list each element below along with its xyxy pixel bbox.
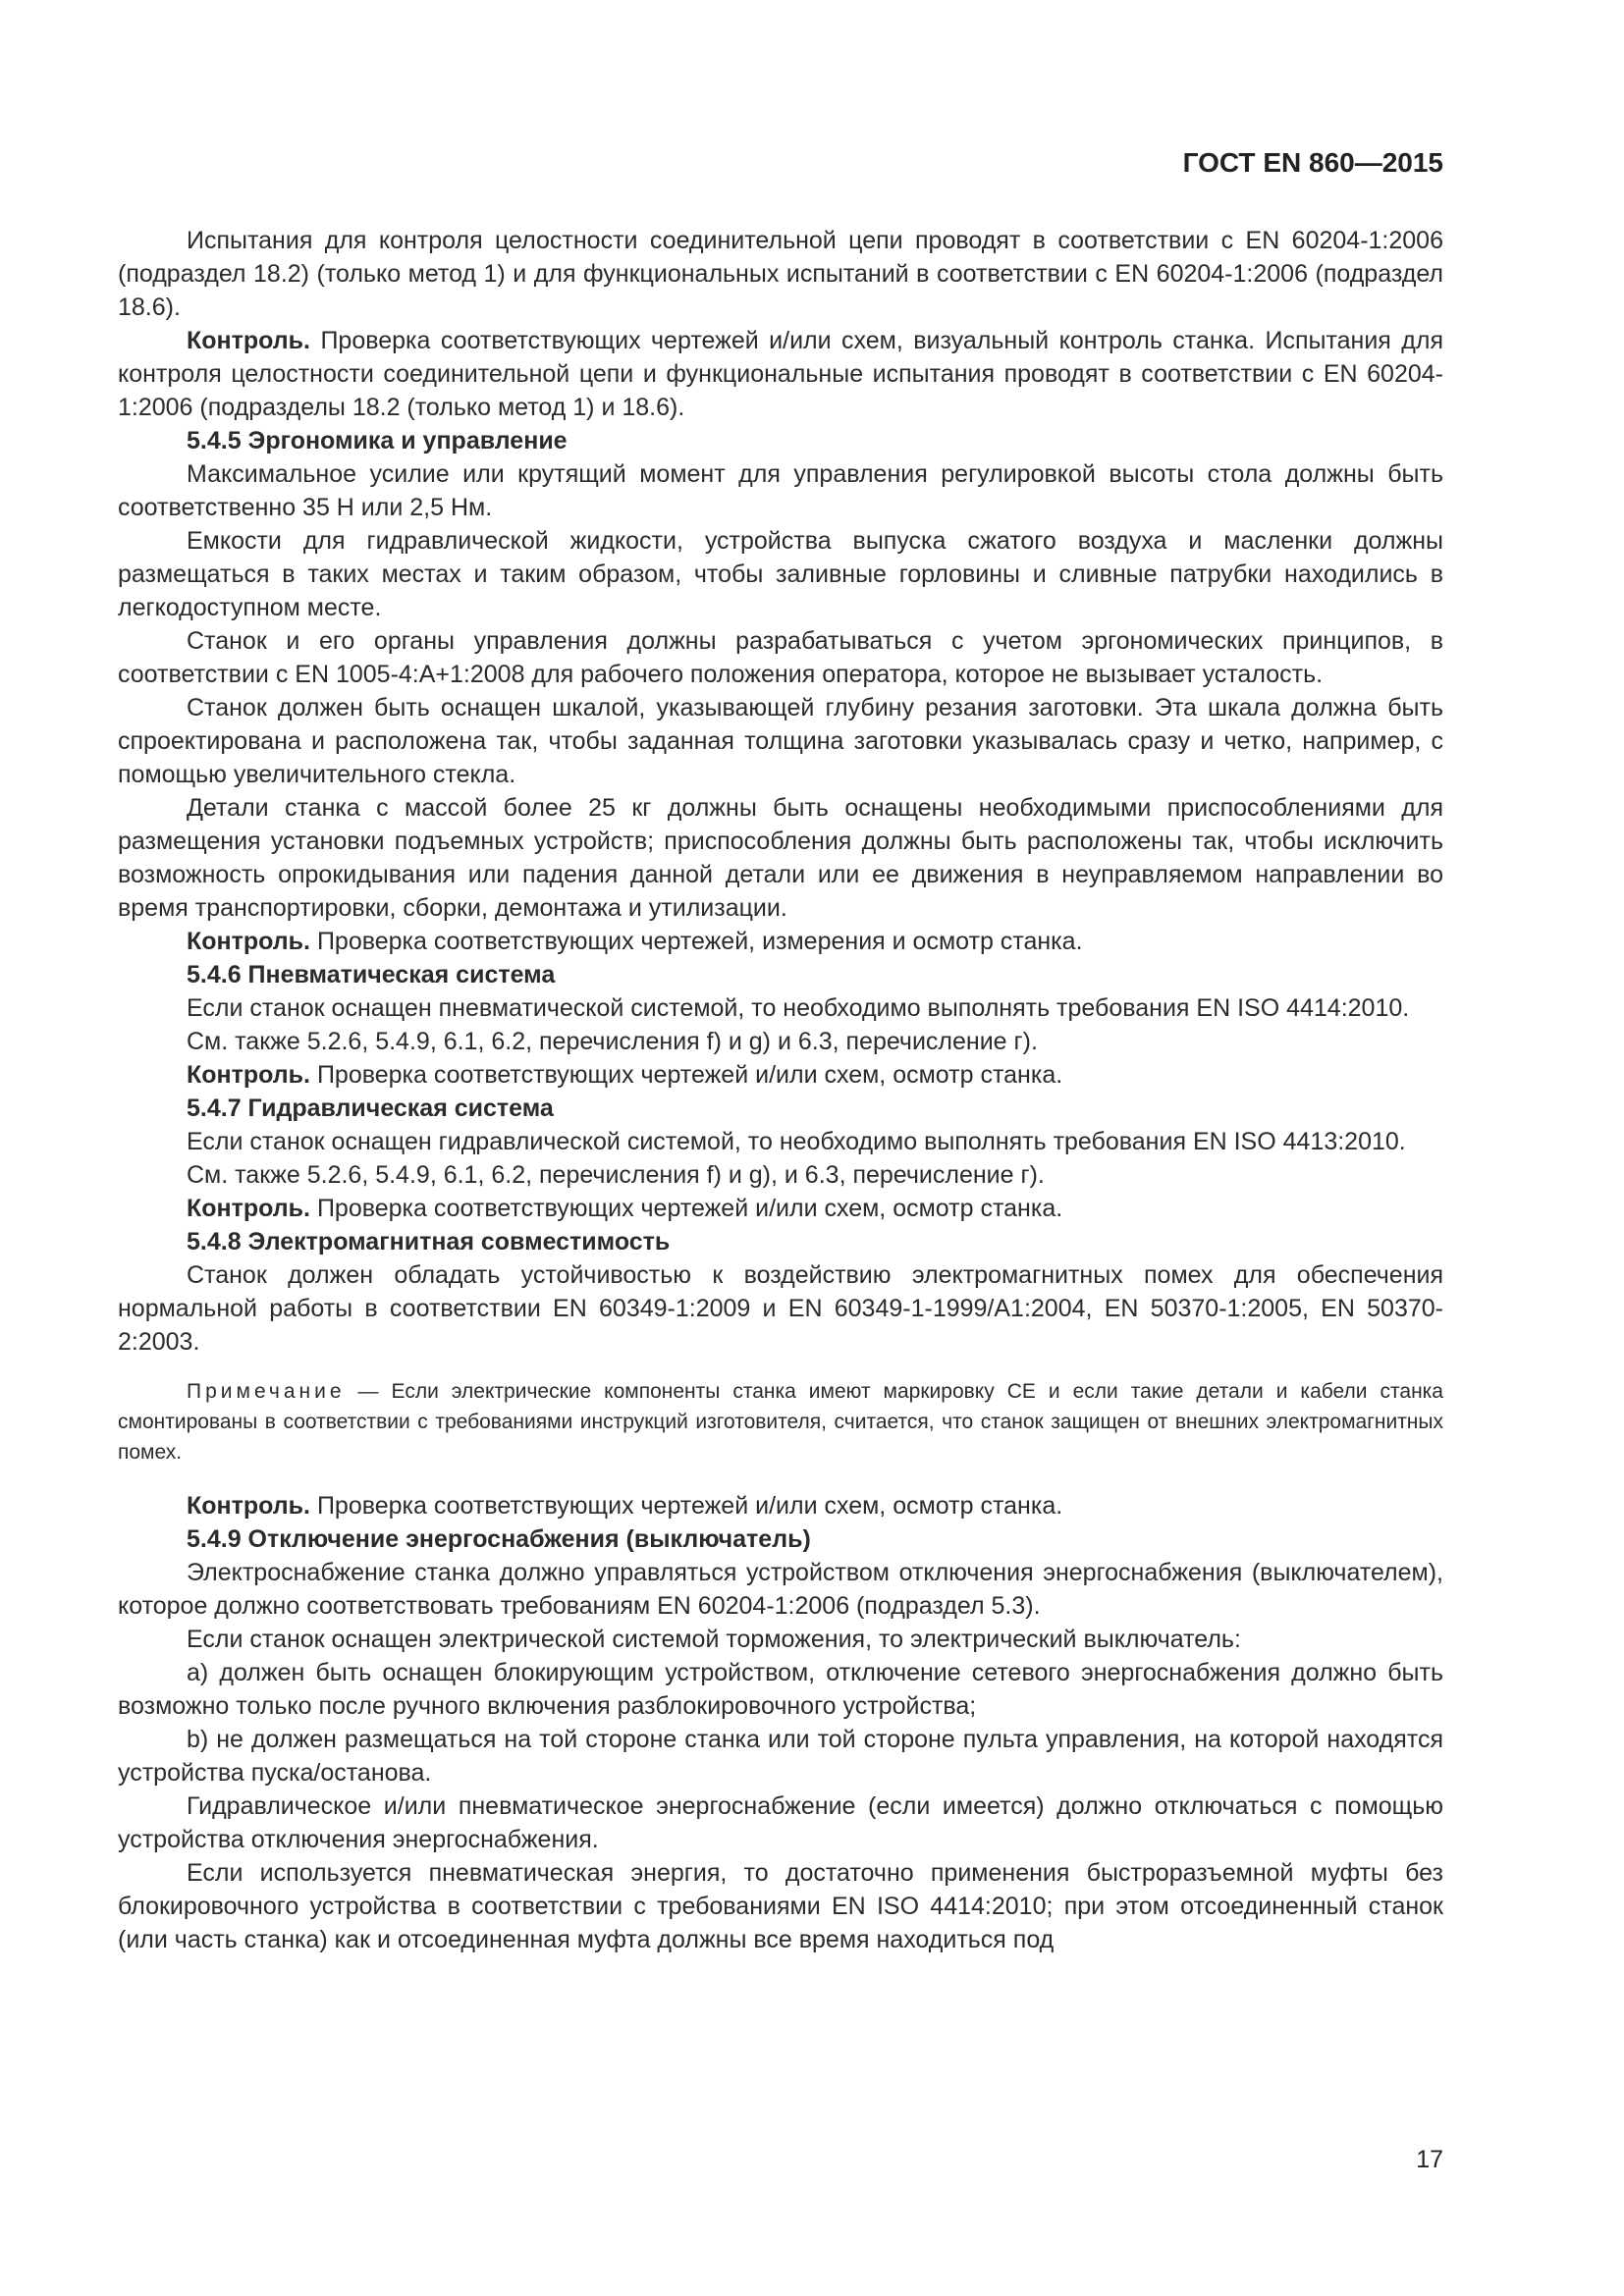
paragraph: Если станок оснащен электрической системой торможения, то электрический выключатель: — [187, 1626, 1241, 1653]
section-heading-5-4-8: 5.4.8 Электромагнитная совместимость — [187, 1228, 671, 1255]
paragraph: Электроснабжение станка должно управляться устройством отключения энергоснабжения (выключателем), которое должно соответствовать требованиям EN 60204-1:2006 (подраздел 5.3). — [118, 1559, 1443, 1620]
paragraph: Детали станка с массой более 25 кг должны быть оснащены необходимыми приспособлениями для размещения установки подъемных устройств; приспособления должны быть расположены так, чтобы исключить возможность опрокидывания или падения данной детали или ее движения в неуправляемом направлении во время транспортировки, сборки, демонтажа и утилизации. — [118, 794, 1443, 922]
paragraph: Емкости для гидравлической жидкости, устройства выпуска сжатого воздуха и масленки должны размещаться в таких местах и таким образом, чтобы заливные горловины и сливные патрубки находились в легкодоступном месте. — [118, 527, 1443, 621]
control-label: Контроль. — [187, 1492, 310, 1520]
list-item-b: b) не должен размещаться на той стороне станка или той стороне пульта управления, на которой находятся устройства пуска/останова. — [118, 1726, 1443, 1787]
paragraph: Если станок оснащен гидравлической системой, то необходимо выполнять требования EN ISO 4413:2010. — [187, 1128, 1406, 1155]
note-label: Примечание — [187, 1380, 346, 1403]
section-heading-5-4-6: 5.4.6 Пневматическая система — [187, 961, 556, 988]
note-paragraph: Примечание — Если электрические компоненты станка имеют маркировку СЕ и если такие детали и кабели станка смонтированы в соответствии с требованиями инструкций изготовителя, считается, что станок защищен от внешних электромагнитных помех. — [118, 1380, 1443, 1464]
control-label: Контроль. — [187, 327, 310, 354]
control-label: Контроль. — [187, 1195, 310, 1222]
paragraph: Контроль. Проверка соответствующих чертежей и/или схем, осмотр станка. — [187, 1061, 1063, 1089]
paragraph: Гидравлическое и/или пневматическое энергоснабжение (если имеется) должно отключаться с помощью устройства отключения энергоснабжения. — [118, 1792, 1443, 1853]
page-number: 17 — [1416, 2146, 1443, 2173]
document-body — [118, 224, 1443, 1956]
paragraph: См. также 5.2.6, 5.4.9, 6.1, 6.2, перечисления f) и g) и 6.3, перечисление г). — [187, 1028, 1038, 1055]
section-heading-5-4-9: 5.4.9 Отключение энергоснабжения (выключатель) — [187, 1525, 811, 1553]
paragraph: Станок и его органы управления должны разрабатываться с учетом эргономических принципов, в соответствии с EN 1005-4:A+1:2008 для рабочего положения оператора, которое не вызывает усталость. — [118, 627, 1443, 688]
paragraph: Станок должен быть оснащен шкалой, указывающей глубину резания заготовки. Эта шкала должна быть спроектирована и расположена так, чтобы заданная толщина заготовки указывалась сразу и четко, например, с помощью увеличительного стекла. — [118, 694, 1443, 788]
control-label: Контроль. — [187, 1061, 310, 1089]
paragraph: Испытания для контроля целостности соединительной цепи проводят в соответствии с EN 60204-1:2006 (подраздел 18.2) (только метод 1) и для функциональных испытаний в соответствии с EN 60204-1:2006 (подраздел 18.6). — [118, 227, 1443, 321]
paragraph: Станок должен обладать устойчивостью к воздействию электромагнитных помех для обеспечения нормальной работы в соответствии EN 60349-1:2009 и EN 60349-1-1999/A1:2004, EN 50370-1:2005, EN 50370-2:2003. — [118, 1261, 1443, 1356]
paragraph: Максимальное усилие или крутящий момент для управления регулировкой высоты стола должны быть соответственно 35 Н или 2,5 Нм. — [118, 460, 1443, 521]
paragraph: Контроль. Проверка соответствующих чертежей и/или схем, осмотр станка. — [187, 1195, 1063, 1222]
section-heading-5-4-5: 5.4.5 Эргономика и управление — [187, 427, 568, 454]
paragraph: Контроль. Проверка соответствующих чертежей, измерения и осмотр станка. — [187, 928, 1083, 955]
section-heading-5-4-7: 5.4.7 Гидравлическая система — [187, 1095, 554, 1122]
paragraph: Если станок оснащен пневматической системой, то необходимо выполнять требования EN ISO 4414:2010. — [187, 994, 1410, 1022]
list-item-a: a) должен быть оснащен блокирующим устройством, отключение сетевого энергоснабжения должно быть возможно только после ручного включения разблокировочного устройства; — [118, 1659, 1443, 1720]
paragraph: Если используется пневматическая энергия, то достаточно применения быстроразъемной муфты без блокировочного устройства в соответствии с требованиями EN ISO 4414:2010; при этом отсоединенный станок (или часть станка) как и отсоединенная муфта должны все время находиться под — [118, 1859, 1443, 1953]
document-code: ГОСТ EN 860—2015 — [1182, 147, 1443, 178]
paragraph: См. также 5.2.6, 5.4.9, 6.1, 6.2, перечисления f) и g), и 6.3, перечисление г). — [187, 1161, 1045, 1189]
paragraph: Контроль. Проверка соответствующих чертежей и/или схем, визуальный контроль станка. Испытания для контроля целостности соединительной цепи и функциональные испытания проводят в соответствии с EN 60204-1:2006 (подразделы 18.2 (только метод 1) и 18.6). — [118, 327, 1443, 421]
control-label: Контроль. — [187, 928, 310, 955]
paragraph: Контроль. Проверка соответствующих чертежей и/или схем, осмотр станка. — [187, 1492, 1063, 1520]
